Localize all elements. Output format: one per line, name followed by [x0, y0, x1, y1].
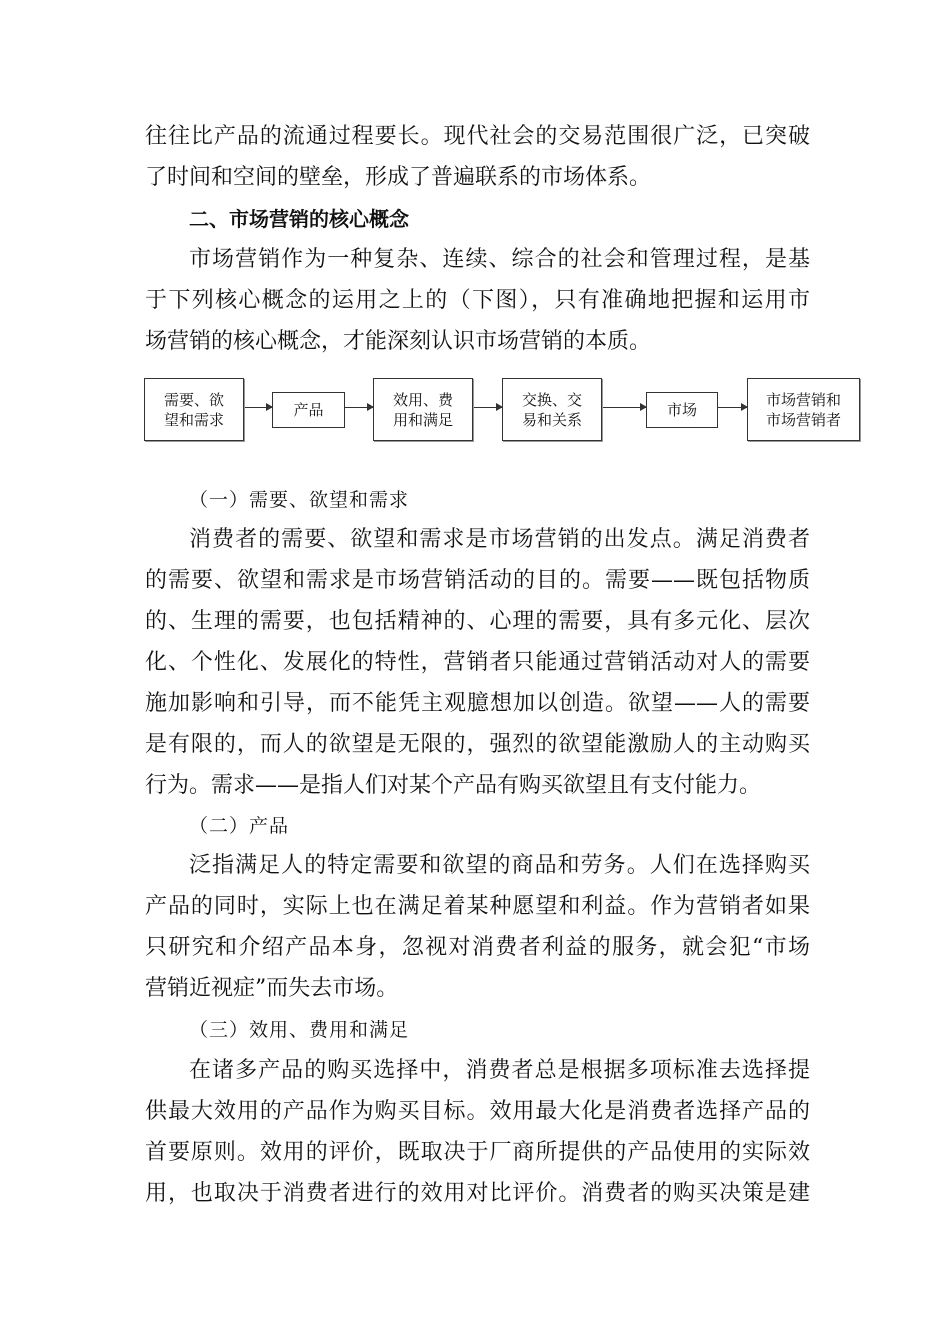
paragraph-line: 场营销的核心概念，才能深刻认识市场营销的本质。: [145, 329, 652, 354]
subsection-heading: （二）产品: [189, 815, 290, 837]
diagram-box-text: 效用、费: [392, 390, 453, 409]
section-heading: 二、市场营销的核心概念: [189, 207, 409, 231]
diagram-box-text: 需要、欲: [163, 390, 224, 409]
paragraph-line: 往往比产品的流通过程要长。现代社会的交易范围很广泛，已突破: [145, 124, 810, 149]
diagram-box-marketers: [747, 378, 860, 441]
diagram-box-utility: [373, 378, 473, 441]
flow-arrow: [474, 407, 502, 408]
paragraph-line: 用，也取决于消费者进行的效用对比评价。消费者的购买决策是建: [145, 1181, 810, 1206]
paragraph-line: 行为。需求——是指人们对某个产品有购买欲望且有支付能力。: [145, 773, 762, 798]
paragraph-line: 的需要、欲望和需求是市场营销活动的目的。需要——既包括物质: [145, 568, 810, 593]
diagram-box-product: [272, 392, 345, 428]
diagram-box-text: 交换、交: [521, 390, 582, 409]
paragraph-line: 是有限的，而人的欲望是无限的，强烈的欲望能激励人的主动购买: [145, 732, 810, 757]
paragraph-line: 供最大效用的产品作为购买目标。效用最大化是消费者选择产品的: [145, 1099, 810, 1124]
diagram-box-text: 市场营销和: [765, 390, 841, 409]
diagram-box-text: 用和满足: [392, 410, 453, 429]
paragraph-line: 只研究和介绍产品本身，忽视对消费者利益的服务，就会犯“市场: [145, 935, 810, 960]
paragraph-line: 消费者的需要、欲望和需求是市场营销的出发点。满足消费者: [189, 527, 810, 552]
paragraph-line: 市场营销作为一种复杂、连续、综合的社会和管理过程，是基: [189, 247, 810, 272]
diagram-box-text: 易和关系: [521, 410, 582, 429]
diagram-box-market: [646, 392, 718, 428]
paragraph-line: 在诸多产品的购买选择中，消费者总是根据多项标准去选择提: [189, 1058, 810, 1083]
paragraph-line: 产品的同时，实际上也在满足着某种愿望和利益。作为营销者如果: [145, 894, 810, 919]
paragraph-line: 的、生理的需要，也包括精神的、心理的需要，具有多元化、层次: [145, 609, 810, 634]
subsection-heading: （一）需要、欲望和需求: [189, 489, 410, 511]
diagram-box-text: 市场: [666, 401, 697, 419]
paragraph-line: 营销近视症”而失去市场。: [145, 976, 399, 1001]
diagram-box-exchange: [502, 378, 602, 441]
diagram-box-needs: [144, 378, 244, 441]
paragraph-line: 首要原则。效用的评价，既取决于厂商所提供的产品使用的实际效: [145, 1140, 810, 1165]
diagram-box-text: 市场营销者: [765, 410, 841, 429]
flow-arrow: [718, 407, 747, 408]
paragraph-line: 了时间和空间的壁垒，形成了普遍联系的市场体系。: [145, 165, 652, 190]
flow-arrow: [603, 407, 646, 408]
flow-arrow: [245, 407, 272, 408]
paragraph-line: 施加影响和引导，而不能凭主观臆想加以创造。欲望——人的需要: [145, 691, 810, 716]
paragraph-line: 于下列核心概念的运用之上的（下图），只有准确地把握和运用市: [145, 288, 810, 313]
subsection-heading: （三）效用、费用和满足: [189, 1019, 410, 1041]
flow-arrow: [345, 407, 373, 408]
diagram-box-text: 望和需求: [163, 410, 224, 429]
paragraph-line: 化、个性化、发展化的特性，营销者只能通过营销活动对人的需要: [145, 650, 810, 675]
diagram-box-text: 产品: [293, 401, 324, 419]
paragraph-line: 泛指满足人的特定需要和欲望的商品和劳务。人们在选择购买: [189, 853, 810, 878]
